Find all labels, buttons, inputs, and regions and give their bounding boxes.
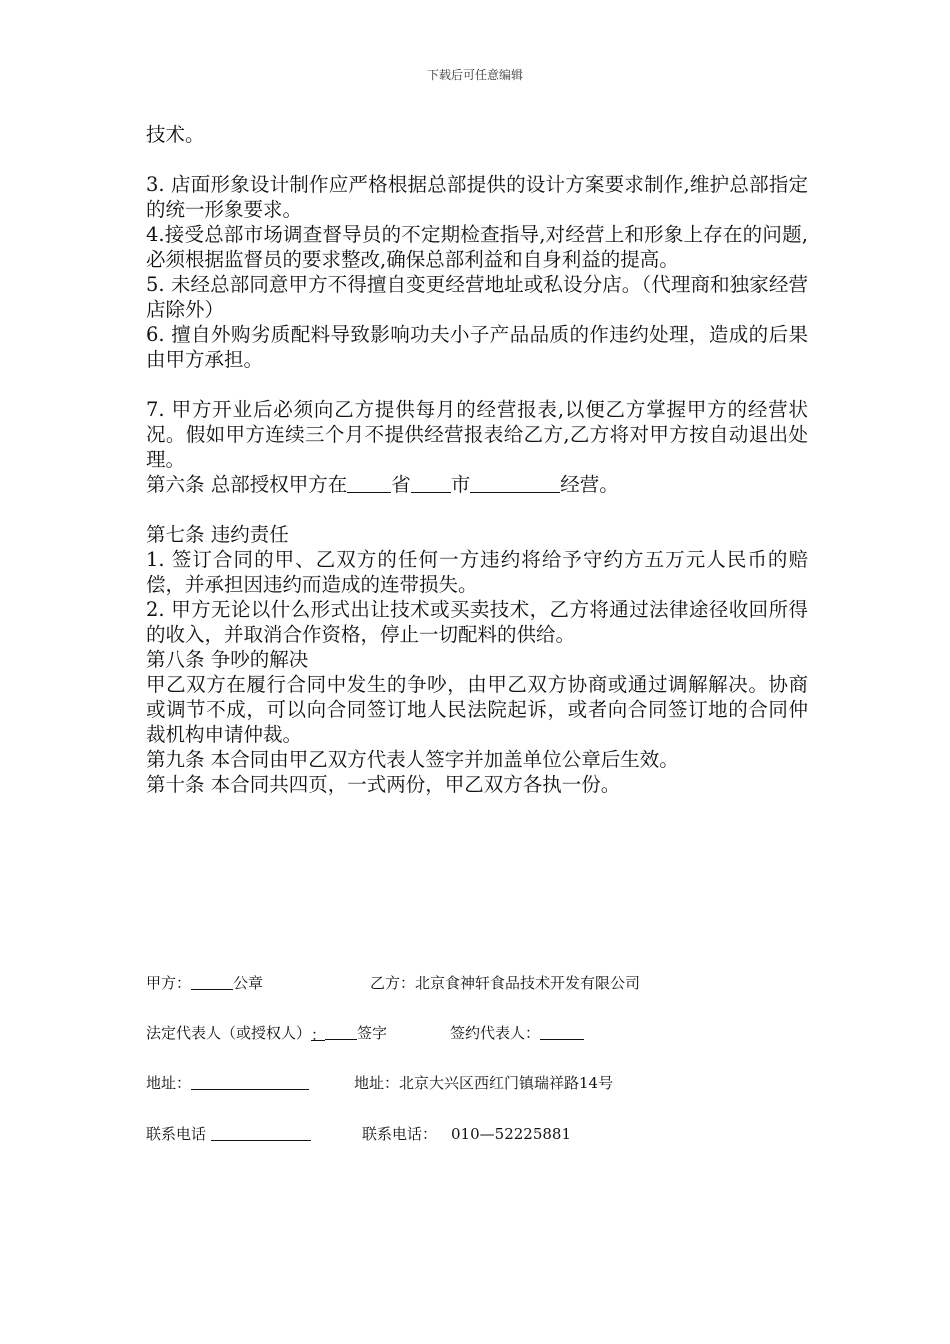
phone-b-number: 010—52225881 [451,1125,571,1143]
address-a-blank [191,1074,309,1090]
article-6-text-b: 省 [391,473,411,496]
location-blank [470,472,560,493]
page-header: 下载后可任意编辑 [426,68,523,82]
clause-3: 3. 店面形象设计制作应严格根据总部提供的设计方案要求制作,维护总部指定的统一形象要求。 [146,173,808,221]
legal-rep-sign: 签字 [357,1024,388,1042]
signing-rep-blank [540,1024,584,1040]
party-a-seal: 公章 [233,974,264,992]
clause-4: 4.接受总部市场调查督导员的不定期检查指导,对经营上和形象上存在的问题,必须根据监督员的要求整改,确保总部利益和自身利益的提高。 [146,223,808,271]
signing-rep-label: 签约代表人： [450,1024,541,1042]
party-b-label: 乙方：北京食神轩食品技术开发有限公司 [370,974,641,992]
signature-row-representative [146,1023,541,1044]
signature-row-party [146,973,641,993]
contract-body [146,122,808,797]
phone-a-label: 联系电话 [146,1125,207,1143]
signature-row-address [146,1073,614,1093]
article-6-text-c: 市 [450,473,471,496]
article-7-clause-1: 1. 签订合同的甲、乙双方的任何一方违约将给予守约方五万元人民币的赔偿，并承担因违约而造成的连带损失。 [146,548,808,596]
legal-rep-colon: ： [311,1026,327,1044]
article-6-text-d: 经营。 [560,473,619,496]
article-9: 第九条 本合同由甲乙双方代表人签字并加盖单位公章后生效。 [146,748,679,771]
party-a-blank [191,974,233,990]
article-6 [146,472,808,497]
article-8-title: 第八条 争吵的解决 [146,648,309,671]
article-8-text: 甲乙双方在履行合同中发生的争吵，由甲乙双方协商或通过调解解决。协商或调节不成，可以向合同签订地人民法院起诉，或者向合同签订地的合同仲裁机构申请仲裁。 [146,673,808,746]
article-7-clause-2: 2. 甲方无论以什么形式出让技术或买卖技术，乙方将通过法律途径收回所得的收入，并取消合作资格，停止一切配料的供给。 [146,598,808,646]
article-7-title: 第七条 违约责任 [146,523,289,546]
address-b-label: 地址：北京大兴区西红门镇瑞祥路14号 [354,1074,614,1092]
city-blank [411,472,451,493]
article-6-text-a: 第六条 总部授权甲方在 [146,473,348,496]
party-a-label: 甲方： [146,974,192,992]
signing-rep-group [450,1023,584,1043]
signature-row-phone [146,1124,571,1144]
address-a-label: 地址： [146,1074,192,1092]
phone-b-group [362,1124,571,1144]
article-10: 第十条 本合同共四页，一式两份，甲乙双方各执一份。 [146,773,621,796]
phone-a-blank [211,1125,311,1141]
clause-7: 7. 甲方开业后必须向乙方提供每月的经营报表,以便乙方掌握甲方的经营状况。假如甲方连续三个月不提供经营报表给乙方,乙方将对甲方按自动退出处理。 [146,398,808,471]
phone-b-label: 联系电话： [362,1125,438,1143]
legal-rep-label: 法定代表人（或授权人） [146,1024,312,1042]
paragraph: 技术。 [146,123,205,146]
province-blank [347,472,391,493]
clause-5: 5. 未经总部同意甲方不得擅自变更经营地址或私设分店。（代理商和独家经营店除外） [146,273,808,321]
legal-rep-blank [325,1024,357,1040]
clause-6: 6. 擅自外购劣质配料导致影响功夫小子产品品质的作违约处理，造成的后果由甲方承担。 [146,323,808,371]
